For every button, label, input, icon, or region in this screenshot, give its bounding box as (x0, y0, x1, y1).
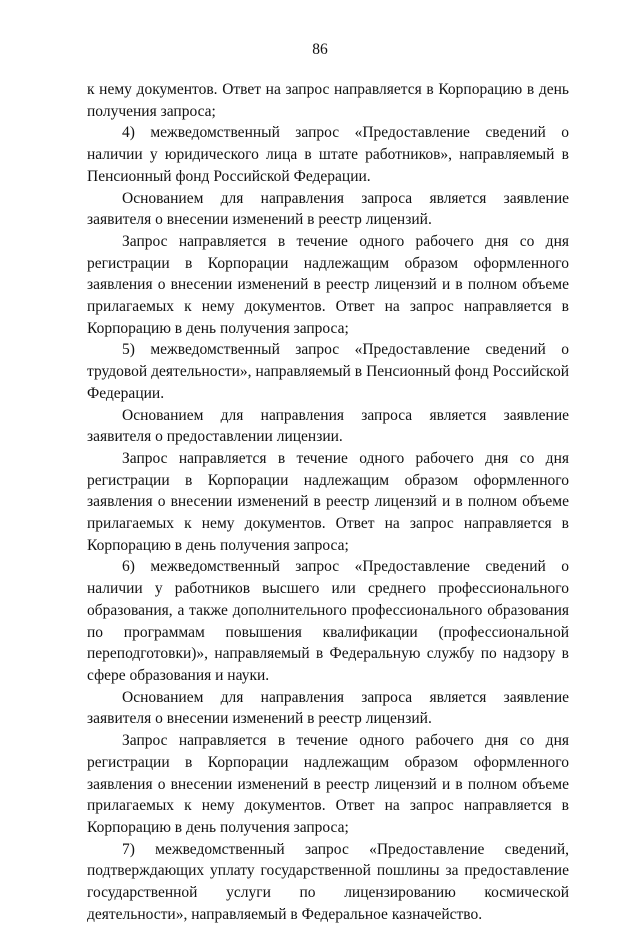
paragraph: Основанием для направления запроса является заявление заявителя о предоставлении лицензии. (87, 406, 569, 446)
paragraph: Запрос направляется в течение одного рабочего дня со дня регистрации в Корпорации надлежащим образом оформленного заявления о внесении изменений в реестр лицензий и в полном объеме прилагаемых к нему документов. Ответ на запрос направляется в Корпорацию в день получения запроса; (87, 232, 569, 337)
paragraph: Основанием для направления запроса является заявление заявителя о внесении изменений в реестр лицензий. (87, 189, 569, 229)
paragraph: к нему документов. Ответ на запрос направляется в Корпорацию в день получения запроса; (87, 81, 569, 120)
paragraph: 4) межведомственный запрос «Предоставление сведений о наличии у юридического лица в штате работников», направляемый в Пенсионный фонд Российской Федерации. (87, 124, 569, 185)
document-body (87, 79, 569, 925)
paragraph: Запрос направляется в течение одного рабочего дня со дня регистрации в Корпорации надлежащим образом оформленного заявления о внесении изменений в реестр лицензий и в полном объеме прилагаемых к нему документов. Ответ на запрос направляется в Корпорацию в день получения запроса; (87, 732, 569, 836)
page-number: 86 (312, 41, 328, 58)
paragraph: Основанием для направления запроса является заявление заявителя о внесении изменений в реестр лицензий. (87, 688, 569, 728)
paragraph: Запрос направляется в течение одного рабочего дня со дня регистрации в Корпорации надлежащим образом оформленного заявления о внесении изменений в реестр лицензий и в полном объеме прилагаемых к нему документов. Ответ на запрос направляется в Корпорацию в день получения запроса; (87, 449, 569, 554)
paragraph: 5) межведомственный запрос «Предоставление сведений о трудовой деятельности», направляемый в Пенсионный фонд Российской Федерации. (87, 341, 569, 402)
paragraph: 6) межведомственный запрос «Предоставление сведений о наличии у работников высшего или среднего профессионального образования, а также дополнительного профессионального образования по программам повышения квалификации (профессиональной переподготовки)», направляемый в Федеральную службу по надзору в сфере образования и науки. (87, 558, 569, 684)
paragraph: 7) межведомственный запрос «Предоставление сведений, подтверждающих уплату государственной пошлины за предоставление государственной услуги по лицензированию космической деятельности», направляемый в Федеральное казначейство. (87, 840, 569, 923)
